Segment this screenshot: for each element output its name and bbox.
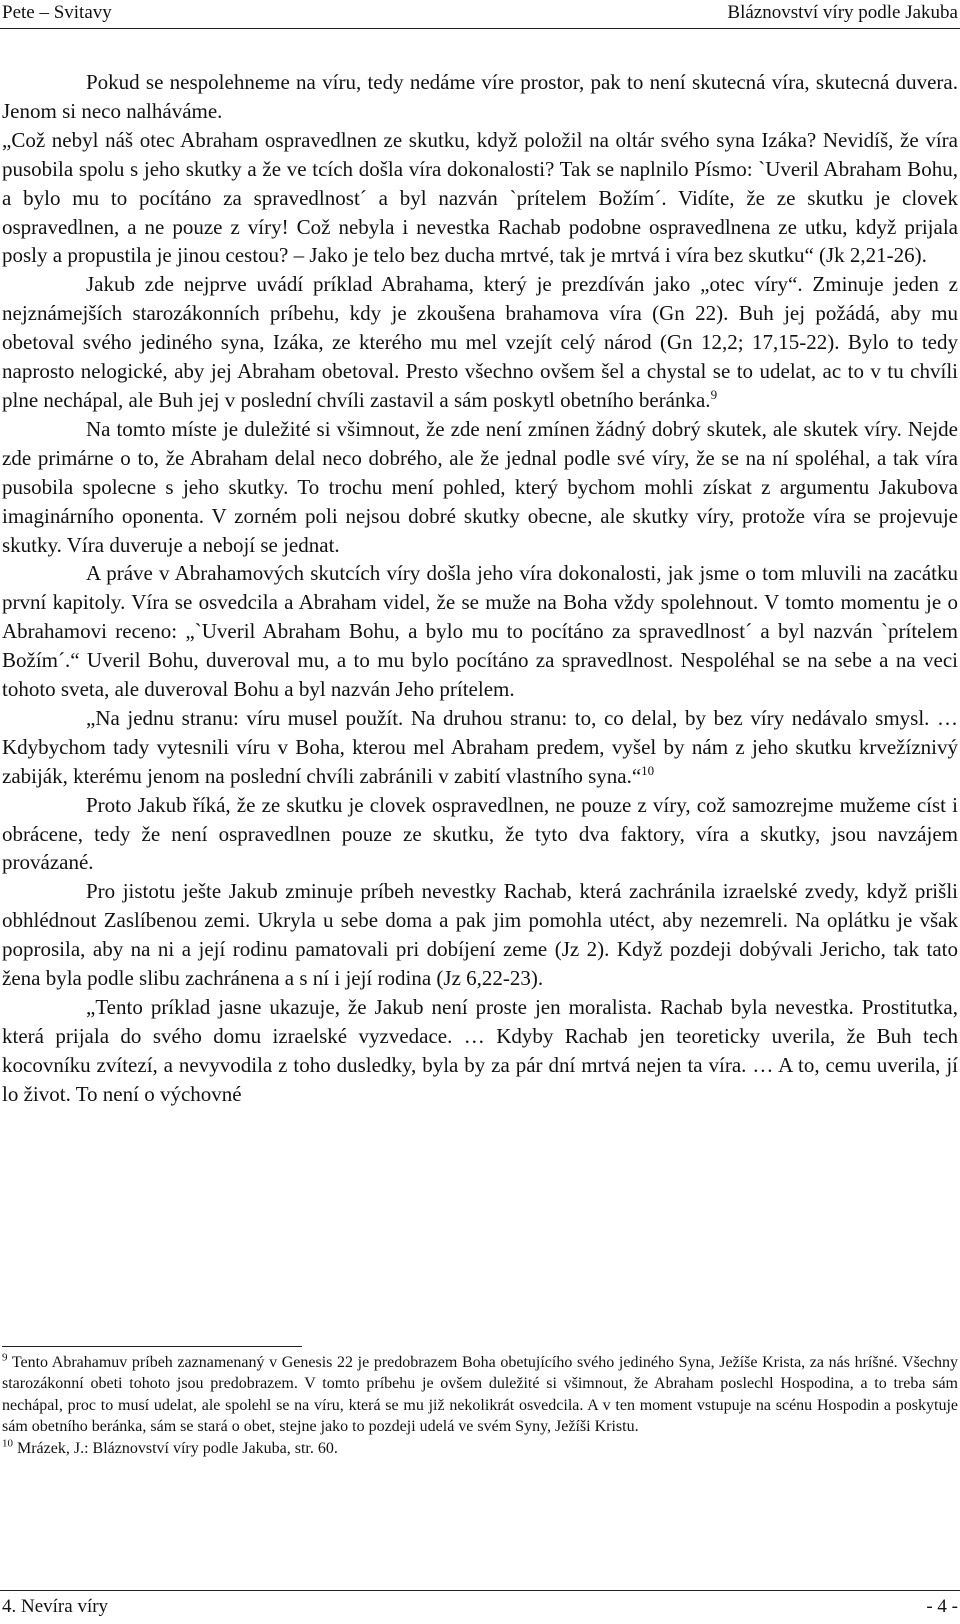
paragraph: [2, 68, 958, 126]
header-title: Bláznovství víry podle Jakuba: [727, 2, 958, 23]
footnotes: [2, 1352, 958, 1459]
paragraph-text: Proto Jakub říká, že ze skutku je clovek ospravedlnen, ne pouze z víry, což samozrejme mužeme císt i obrácene, tedy že není ospravedlnen pouze ze skutku, že tyto dva faktory, víra a skutky, jsou navzájem provázané.: [2, 792, 958, 875]
header-author: Pete – Svitavy: [2, 2, 112, 23]
page-header: [0, 0, 960, 30]
footnote: [2, 1352, 958, 1438]
footnote-number: 9: [2, 1351, 8, 1364]
footnote-separator: [2, 1346, 302, 1347]
footnote-text: Mrázek, J.: Bláznovství víry podle Jakuba, str. 60.: [13, 1439, 338, 1457]
footnote-number: 10: [2, 1437, 13, 1450]
paragraph-text: „Na jednu stranu: víru musel použít. Na druhou stranu: to, co delal, by bez víry nedávalo smysl. … Kdybychom tady vytesnili víru v Boha, kterou mel Abraham predem, vyšel by nám z jeho skutku krvežíznivý zabiják, kterému jenom na poslední chvíli zabránili v zabití vlastního syna.“: [2, 705, 958, 788]
paragraph: [2, 877, 958, 993]
footnote-ref: 9: [710, 386, 718, 402]
paragraph: [2, 415, 958, 560]
header-rule: [0, 28, 960, 29]
footnote-text: Tento Abrahamuv príbeh zaznamenaný v Genesis 22 je predobrazem Boha obetujícího svého jediného Syna, Ježíše Krista, za nás hríšné. Všechny starozákonní obeti tohoto jsou predobrazem. V tomto príbehu je ovšem duležité si všimnout, že Abraham poslechl Hospodina, a to treba sám nechápal, proc to musí udelat, ale spolehl se na víru, která se mu již nekolikrát osvedcila. A v ten moment vstupuje na scénu Hospodin a poskytuje sám obetního beránka, sám se stará o obet, stejne jako to pozdeji udelá ve svém Syny, Ježíši Kristu.: [2, 1354, 958, 1436]
paragraph-text: Na tomto míste je duležité si všimnout, že zde není zmínen žádný dobrý skutek, ale skutek víry. Nejde zde primárne o to, že Abraham delal neco dobrého, ale že jednal podle své víry, že se na ní spoléhal, a tak víra pusobila spolecne s jeho skutky. To trochu mení pohled, který bychom mohli získat z argumentu Jakubova imaginárního oponenta. V zorném poli nejsou dobré skutky obecne, ale skutky víry, protože víra se projevuje skutky. Víra duveruje a nebojí se jednat.: [2, 416, 958, 557]
footnote: [2, 1438, 958, 1459]
paragraph: [2, 559, 958, 704]
body-text: [2, 68, 958, 1109]
paragraph: [2, 993, 958, 1109]
paragraph-text: „Tento príklad jasne ukazuje, že Jakub není proste jen moralista. Rachab byla nevestka. Prostitutka, která prijala do svého domu izraelské vyzvedace. … Kdyby Rachab jen teoreticky uverila, že Buh tech kocovníku zvítezí, a nevyvodila z toho dusledky, byla by za pár dní mrtvá nejen ta víra. … A to, cemu uverila, jí lo život. To není o výchovné: [2, 995, 958, 1106]
page-footer: [0, 1590, 960, 1624]
footnote-ref: 10: [641, 762, 655, 778]
paragraph-text: Pokud se nespolehneme na víru, tedy nedáme víre prostor, pak to není skutecná víra, skutecná duvera. Jenom si neco nalháváme.: [2, 70, 958, 123]
paragraph: [2, 791, 958, 878]
paragraph: [2, 270, 958, 415]
paragraph: [2, 126, 958, 271]
page-number: - 4 -: [926, 1596, 958, 1617]
paragraph: [2, 704, 958, 791]
paragraph-text: A práve v Abrahamových skutcích víry došla jeho víra dokonalosti, jak jsme o tom mluvili na zacátku první kapitoly. Víra se osvedcila a Abraham videl, že se muže na Boha vždy spolehnout. V tomto momentu je o Abrahamovi receno: „`Uveril Abraham Bohu, a bylo mu to pocítáno za spravedlnost´ a byl nazván `prítelem Božím´.“ Uveril Bohu, duveroval mu, a to mu bylo pocítáno za spravedlnost. Nespoléhal se na sebe a na veci tohoto sveta, ale duveroval Bohu a byl nazván Jeho prítelem.: [2, 561, 958, 702]
paragraph-text: Pro jistotu ješte Jakub zminuje príbeh nevestky Rachab, která zachránila izraelské zvedy, když prišli obhlédnout Zaslíbenou zemi. Ukryla u sebe doma a pak jim pomohla utéct, aby nezemreli. Na oplátku je však poprosila, aby na ni a její rodinu pamatovali pri dobíjení zeme (Jz 2). Když pozdeji dobývali Jericho, tak tato žena byla podle slibu zachránena a s ní i její rodina (Jz 6,22-23).: [2, 879, 958, 991]
footer-rule: [0, 1590, 960, 1591]
paragraph-text: Jakub zde nejprve uvádí príklad Abrahama, který je prezdíván jako „otec víry“. Zminuje jeden z nejznámejších starozákonních príbehu, kdy je zkoušena brahamova víra (Gn 22). Buh jej požádá, aby mu obetoval svého jediného syna, Izáka, ze kterého mu mel vzejít celý národ (Gn 12,2; 17,15-22). Bylo to tedy naprosto nelogické, aby jej Abraham obetoval. Presto všechno ovšem šel a chystal se to udelat, ac to v tu chvíli plne nechápal, ale Buh jej v poslední chvíli zastavil a sám poskytl obetního beránka.: [2, 272, 958, 412]
paragraph-text: „Což nebyl náš otec Abraham ospravedlnen ze skutku, když položil na oltár svého syna Izáka? Nevidíš, že víra pusobila spolu s jeho skutky a že ve tcích došla víra dokonalosti? Tak se naplnilo Písmo: `Uveril Abraham Bohu, a bylo mu to pocítáno za spravedlnost´ a byl nazván `prítelem Božím´. Vidíte, že ze skutku je clovek ospravedlnen, a ne pouze z víry! Což nebyla i nevestka Rachab podobne ospravedlnena ze utku, když prijala posly a propustila je jinou cestou? – Jako je telo bez ducha mrtvé, tak je mrtvá i víra bez skutku“ (Jk 2,21-26).: [2, 127, 958, 268]
footer-chapter: 4. Nevíra víry: [2, 1596, 109, 1617]
